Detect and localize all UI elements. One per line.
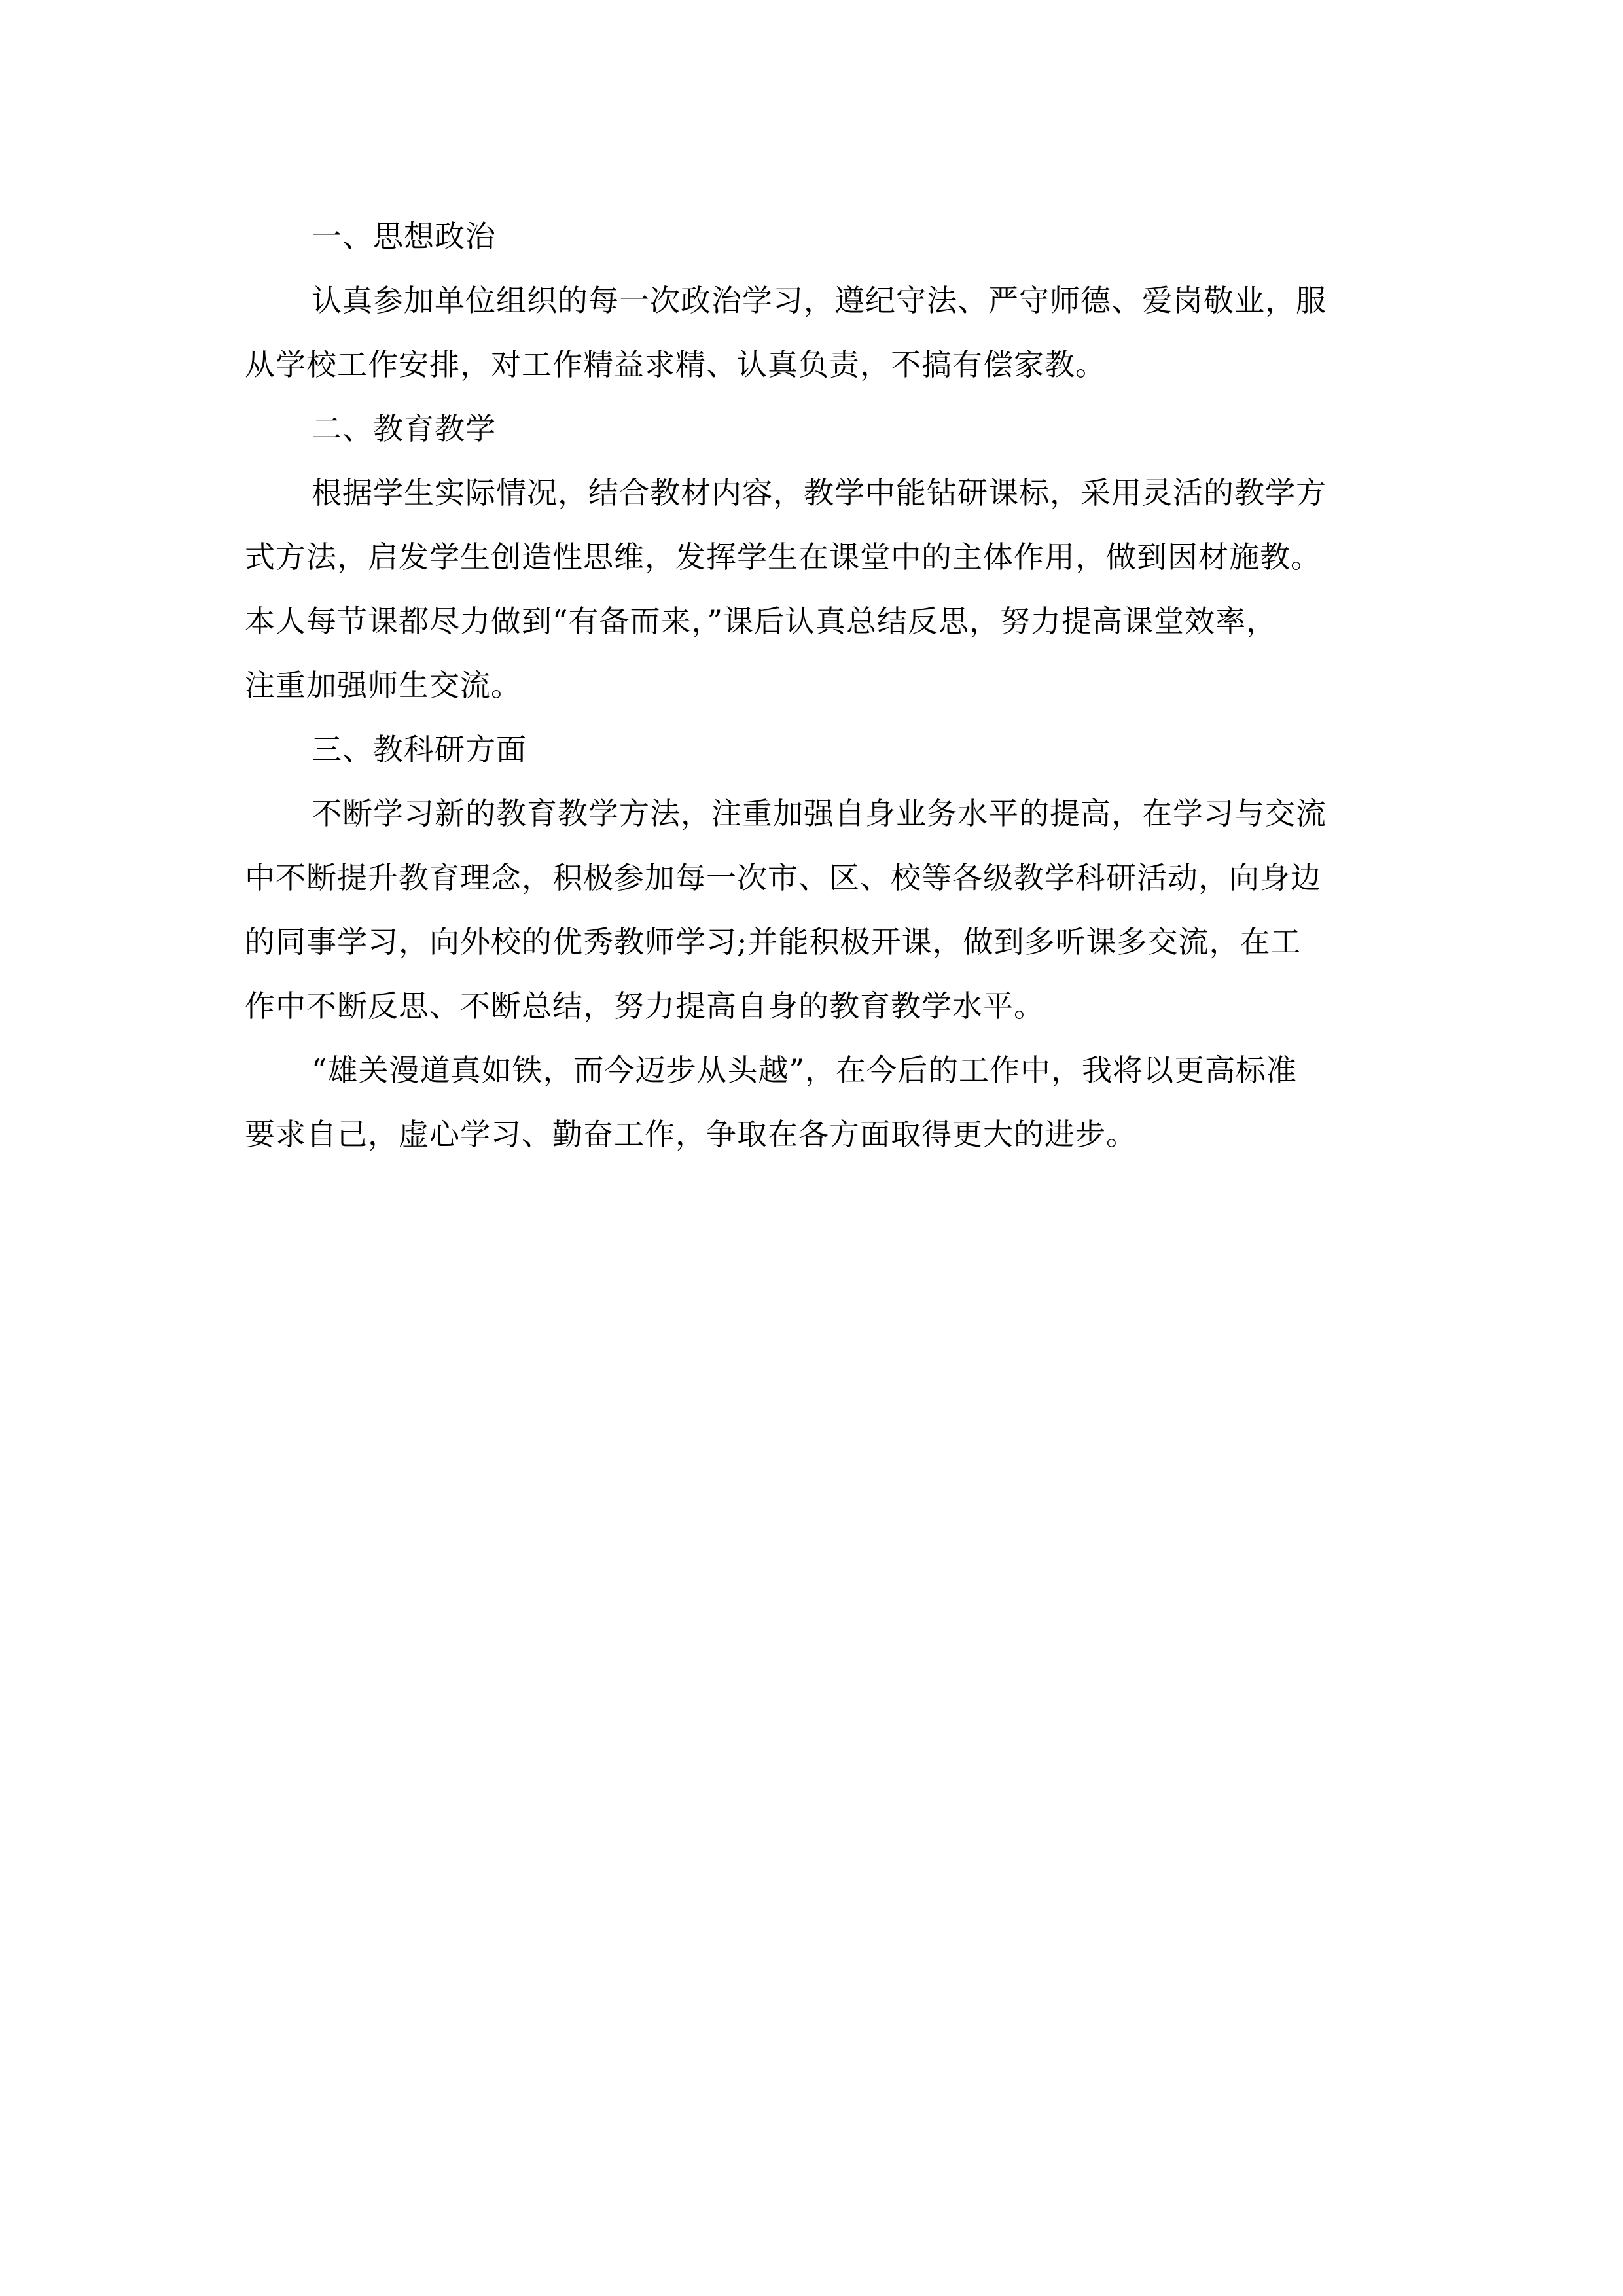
paragraph-line: 认真参加单位组织的每一次政治学习，遵纪守法、严守师德、爱岗敬业，服: [312, 283, 1327, 318]
section-heading-1: 一、思想政治: [312, 219, 496, 254]
paragraph-line: 的同事学习，向外校的优秀教师学习;并能积极开课，做到多听课多交流，在工: [245, 924, 1302, 960]
paragraph-line: 式方法，启发学生创造性思维，发挥学生在课堂中的主体作用，做到因材施教。: [245, 539, 1321, 575]
section-heading-2: 二、教育教学: [312, 411, 496, 446]
document-body: [245, 204, 1380, 1166]
paragraph-line: 注重加强师生交流。: [245, 668, 522, 703]
paragraph-line: 从学校工作安排，对工作精益求精、认真负责，不搞有偿家教。: [245, 347, 1106, 382]
paragraph-line: 本人每节课都尽力做到“有备而来，”课后认真总结反思，努力提高课堂效率，: [245, 603, 1277, 639]
paragraph-line: 不断学习新的教育教学方法，注重加强自身业务水平的提高，在学习与交流: [312, 796, 1327, 831]
paragraph-line: 作中不断反思、不断总结，努力提高自身的教育教学水平。: [245, 988, 1044, 1024]
paragraph-line: 中不断提升教育理念，积极参加每一次市、区、校等各级教学科研活动，向身边: [245, 860, 1321, 895]
section-heading-3: 三、教科研方面: [312, 732, 527, 767]
paragraph-line: 根据学生实际情况，结合教材内容，教学中能钻研课标，采用灵活的教学方: [312, 475, 1327, 511]
closing-paragraph-line: “雄关漫道真如铁，而今迈步从头越”，在今后的工作中，我将以更高标准: [312, 1052, 1298, 1088]
closing-paragraph-line: 要求自己，虚心学习、勤奋工作，争取在各方面取得更大的进步。: [245, 1117, 1137, 1152]
